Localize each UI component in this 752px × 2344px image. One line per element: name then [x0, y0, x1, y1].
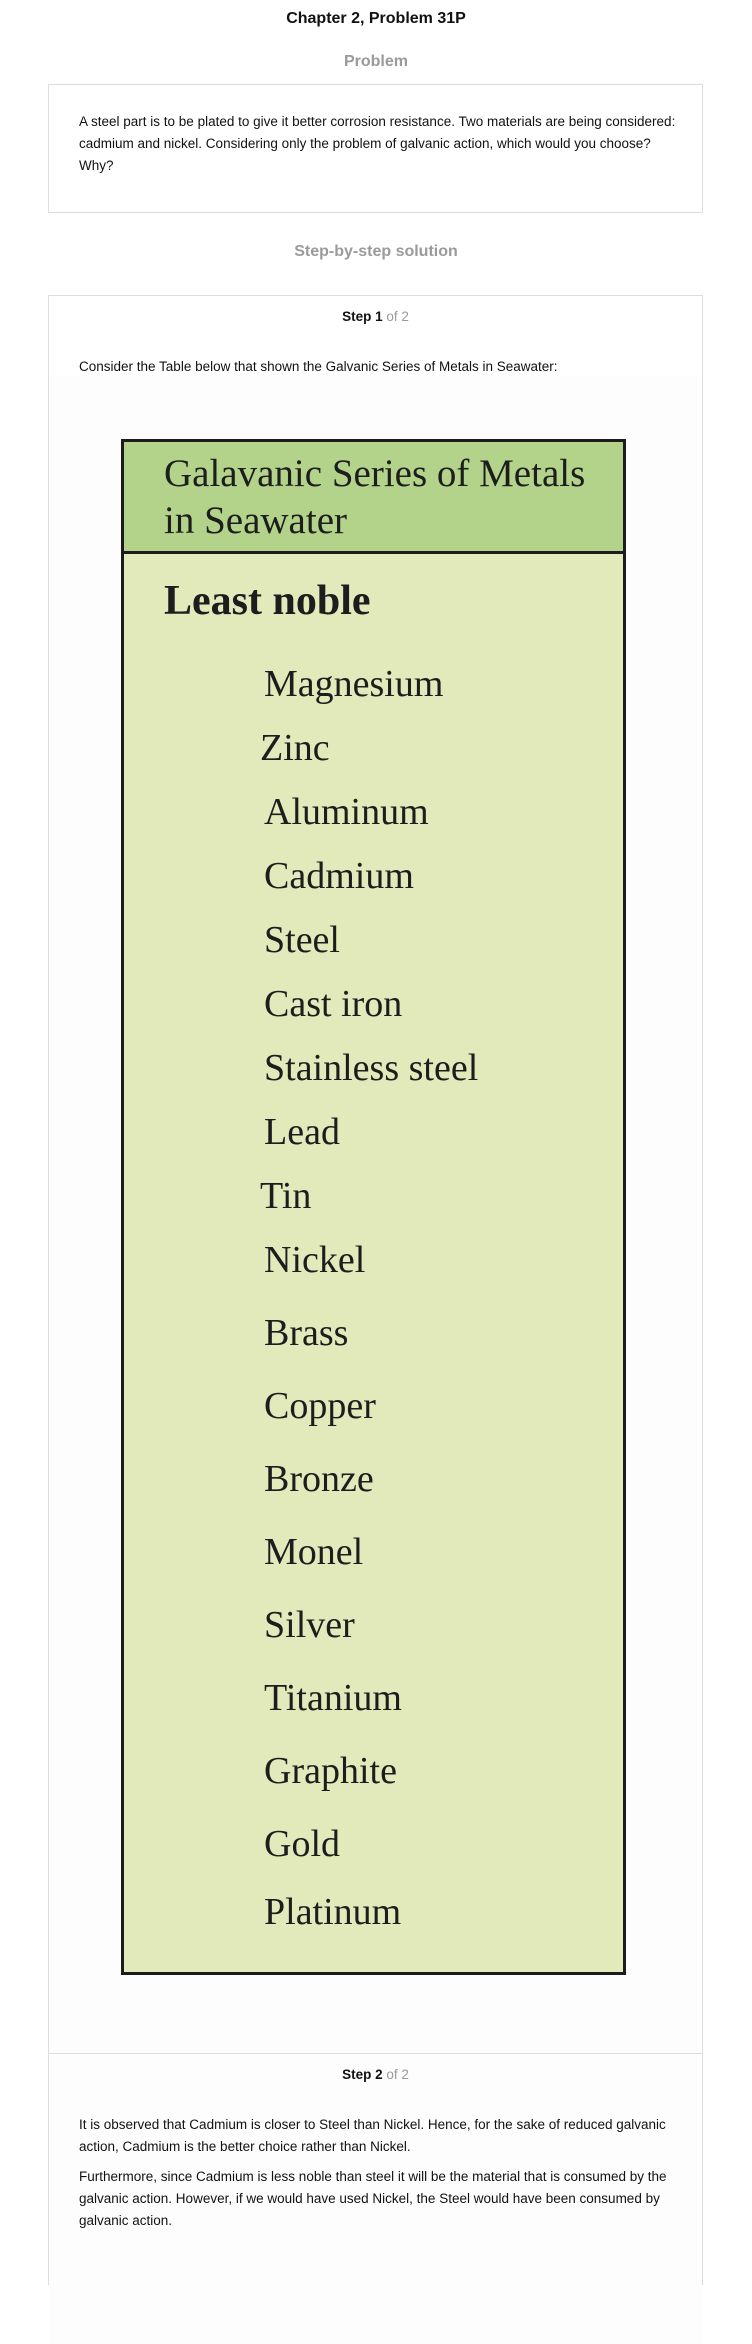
- galvanic-table-title: Galavanic Series of Metals in Seawater: [164, 452, 586, 542]
- metal-item: Nickel: [264, 1239, 366, 1281]
- metal-item: Magnesium: [264, 663, 444, 705]
- galvanic-figure: [49, 376, 702, 2344]
- step-1-heading: [49, 309, 702, 324]
- metal-item: Gold: [264, 1823, 340, 1865]
- step-1-text: Consider the Table below that shown the Galvanic Series of Metals in Seawater:: [79, 359, 558, 374]
- metal-item: Platinum: [264, 1891, 402, 1933]
- problem-card: [48, 84, 703, 213]
- metal-item: Titanium: [264, 1677, 402, 1719]
- metal-item: Cast iron: [264, 983, 403, 1025]
- metal-item: Monel: [264, 1531, 364, 1573]
- metal-item: Tin: [260, 1175, 312, 1217]
- step-divider: [49, 2053, 702, 2054]
- galvanic-series-table: [121, 439, 626, 1975]
- metal-item: Silver: [264, 1604, 355, 1646]
- metal-item: Cadmium: [264, 855, 414, 897]
- metal-item: Stainless steel: [264, 1047, 479, 1089]
- step-2-heading: [49, 2067, 702, 2082]
- solution-card: [48, 295, 703, 2285]
- step-1-of: of 2: [386, 309, 409, 324]
- metal-item: Bronze: [264, 1458, 374, 1500]
- step-2-paragraph-1: It is observed that Cadmium is closer to Steel than Nickel. Hence, for the sake of reduced galvanic action, Cadmium is the better choice rather than Nickel.: [79, 2117, 666, 2154]
- least-noble-label: Least noble: [164, 578, 371, 624]
- metal-item: Brass: [264, 1312, 349, 1354]
- step-2-of: of 2: [386, 2067, 409, 2082]
- step-2-label: Step 2: [342, 2067, 383, 2082]
- metal-item: Lead: [264, 1111, 340, 1153]
- problem-text: A steel part is to be plated to give it better corrosion resistance. Two materials are being considered: cadmium and nickel. Considering only the problem of galvanic action, which would you choose? Why?: [79, 114, 676, 173]
- solution-heading: Step-by-step solution: [294, 243, 458, 260]
- step-1-label: Step 1: [342, 309, 383, 324]
- metal-item: Graphite: [264, 1750, 397, 1792]
- step-2-paragraph-2: Furthermore, since Cadmium is less noble than steel it will be the material that is consumed by the galvanic action. However, if we would have used Nickel, the Steel would have been consumed by galvanic action.: [79, 2169, 667, 2228]
- galvanic-table-header: [124, 442, 623, 554]
- problem-heading: Problem: [343, 53, 408, 70]
- page-title: Chapter 2, Problem 31P: [286, 10, 466, 27]
- metal-item: Aluminum: [264, 791, 429, 833]
- metal-item: Zinc: [260, 727, 330, 769]
- metal-item: Steel: [264, 919, 340, 961]
- metal-item: Copper: [264, 1385, 376, 1427]
